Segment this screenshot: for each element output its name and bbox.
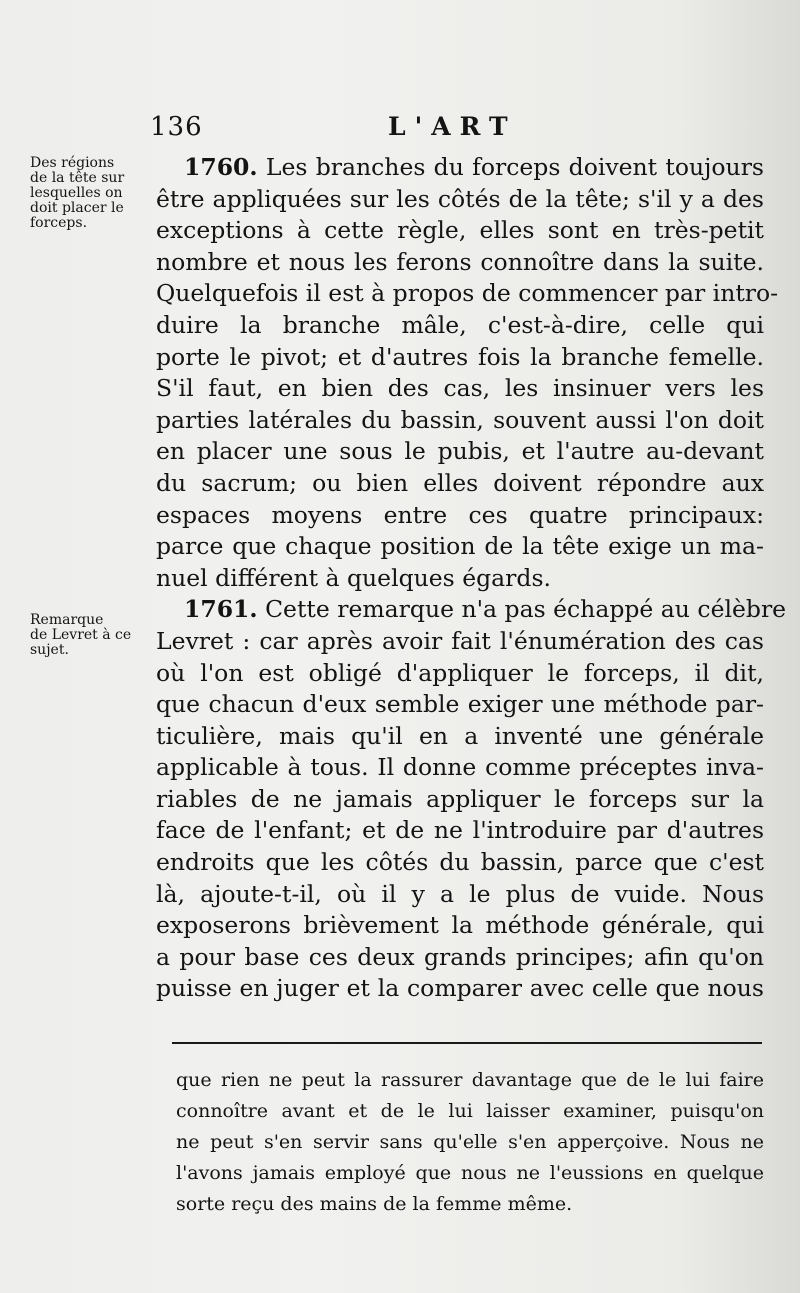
page-number: 136 xyxy=(150,112,203,142)
text-line: en placer une sous le pubis, et l'autre au-devant xyxy=(156,437,764,466)
text-line: applicable à tous. Il donne comme préceptes inva- xyxy=(156,753,764,782)
text-line: là, ajoute-t-il, où il y a le plus de vuide. Nous xyxy=(156,879,764,908)
text-line: S'il faut, en bien des cas, les insinuer vers les xyxy=(156,374,764,403)
text-line: ticulière, mais qu'il en a inventé une générale xyxy=(156,721,764,750)
paragraph-number: 1760. xyxy=(184,153,258,181)
footnote xyxy=(176,1065,764,1220)
text-line xyxy=(156,152,764,184)
footnote-rule xyxy=(172,1042,762,1044)
text-line: parties latérales du bassin, souvent aussi l'on doit xyxy=(156,405,764,434)
margin-note-line: de Levret à ce xyxy=(30,627,132,643)
margin-note-line: sujet. xyxy=(30,642,69,658)
margin-note-line: doit placer le xyxy=(30,200,124,216)
paragraph-1761 xyxy=(156,594,787,1005)
text-line: où l'on est obligé d'appliquer le forceps, il dit, xyxy=(156,658,764,687)
paragraph-number: 1761. xyxy=(184,595,258,624)
text-line: exceptions à cette règle, elles sont en très-petit xyxy=(156,216,764,245)
text-line: a pour base ces deux grands principes; afin qu'on xyxy=(156,942,764,971)
footnote-line: l'avons jamais employé que nous ne l'eussions en quelque xyxy=(176,1162,764,1184)
text-line: être appliquées sur les côtés de la tête; s'il y a des xyxy=(156,184,764,213)
margin-note-line: Des régions xyxy=(30,155,115,171)
line-text: Les branches du forceps doivent toujours xyxy=(265,153,764,181)
margin-note-remarque xyxy=(30,613,158,658)
main-text xyxy=(156,152,787,1005)
text-line: Levret : car après avoir fait l'énumération des cas xyxy=(156,626,764,655)
paragraph-1760 xyxy=(156,152,779,594)
text-line: puisse en juger et la comparer avec celle que nous xyxy=(156,974,764,1003)
text-line: espaces moyens entre ces quatre principaux: xyxy=(156,500,764,529)
text-line: que chacun d'eux semble exiger une méthode par- xyxy=(156,690,764,719)
footnote-line: connoître avant et de le lui laisser examiner, puisqu'on xyxy=(176,1100,764,1122)
footnote-line: que rien ne peut la rassurer davantage que de le lui faire xyxy=(176,1069,764,1091)
text-line: parce que chaque position de la tête exige un ma- xyxy=(156,532,764,561)
margin-note-regions xyxy=(30,156,158,231)
line-text: Cette remarque n'a pas échappé au célèbre xyxy=(265,595,787,624)
footnote-line: sorte reçu des mains de la femme même. xyxy=(176,1193,573,1215)
text-line: endroits que les côtés du bassin, parce que c'est xyxy=(156,848,764,877)
text-line: Quelquefois il est à propos de commencer par intro- xyxy=(156,279,779,308)
running-title: L'ART xyxy=(388,112,517,141)
text-line: riables de ne jamais appliquer le forceps sur la xyxy=(156,784,764,813)
text-line: face de l'enfant; et de ne l'introduire par d'autres xyxy=(156,816,764,845)
text-line: du sacrum; ou bien elles doivent répondre aux xyxy=(156,468,764,497)
text-line: duire la branche mâle, c'est-à-dire, celle qui xyxy=(156,310,764,339)
margin-note-line: lesquelles on xyxy=(30,185,123,201)
text-line: nuel différent à quelques égards. xyxy=(156,563,551,592)
text-line: exposerons brièvement la méthode générale, qui xyxy=(156,911,764,940)
text-line: nombre et nous les ferons connoître dans la suite. xyxy=(156,247,764,276)
margin-note-line: Remarque xyxy=(30,612,104,628)
margin-note-line: forceps. xyxy=(30,215,88,231)
footnote-line: ne peut s'en servir sans qu'elle s'en apperçoive. Nous ne xyxy=(176,1131,764,1153)
text-line xyxy=(156,594,787,626)
margin-note-line: de la tête sur xyxy=(30,170,125,186)
text-line: porte le pivot; et d'autres fois la branche femelle. xyxy=(156,342,764,371)
page-header xyxy=(0,112,800,152)
